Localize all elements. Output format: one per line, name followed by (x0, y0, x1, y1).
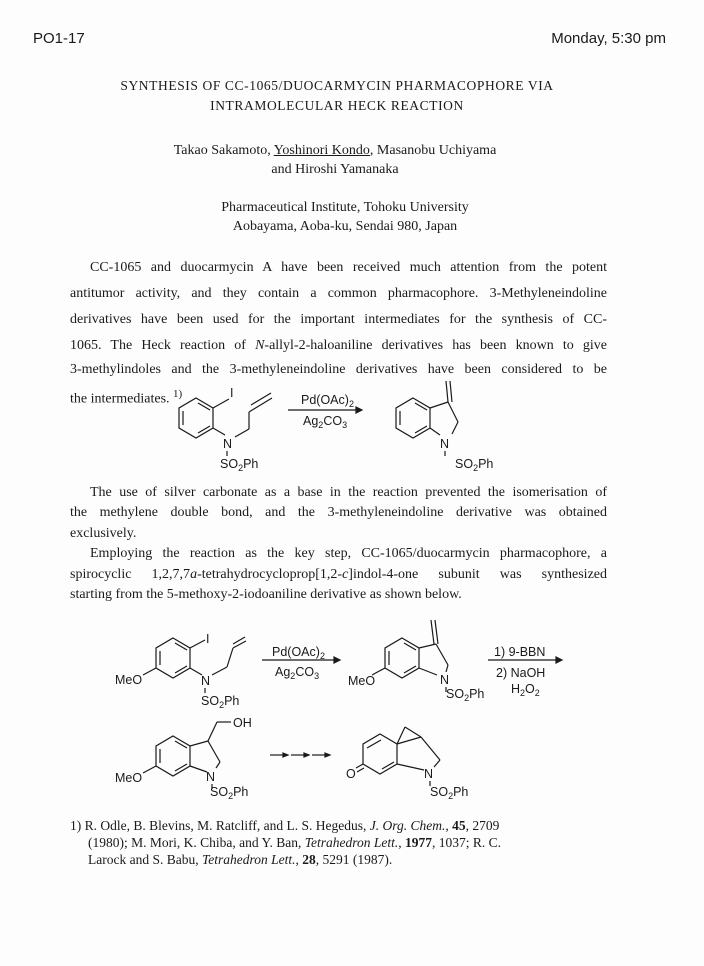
svg-text:N: N (201, 674, 211, 688)
text-segment: Larock and S. Babu, (88, 852, 202, 867)
text-segment: , 5291 (1987). (315, 852, 393, 867)
affiliation-line-1: Pharmaceutical Institute, Tohoku University (221, 200, 469, 215)
text-segment: 45 (452, 818, 466, 833)
author: Takao Sakamoto, (173, 143, 274, 158)
authors-line-2: and Hiroshi Yamanaka (271, 162, 399, 177)
svg-text:Ag2CO3: $Ag_2CO_3$ (303, 414, 348, 430)
svg-text:SO2Ph: $SO_2Ph$ (201, 694, 240, 710)
presenting-author: Yoshinori Kondo (273, 143, 370, 158)
text-segment: spirocyclic 1,2,7,7 (70, 567, 191, 582)
scheme2-arrow-2 (488, 645, 562, 698)
sulfonyl-label: $SO_2Ph$ (220, 457, 259, 473)
text-segment: 1) R. Odle, B. Blevins, M. Ratcliff, and L. S. Hegedus, (70, 818, 370, 833)
scheme1-product (396, 381, 493, 473)
scheme2-multistep-arrow (270, 753, 330, 757)
n-label: N (223, 437, 233, 451)
scheme2-arrow-1 (262, 645, 340, 681)
text-segment: CC-1065 and duocarmycin A have been received much attention from the potent (90, 260, 607, 275)
svg-text:N: N (440, 673, 450, 687)
text-segment: antitumor activity, and they contain a common pharmacophore. 3-Methyleneindoline (70, 286, 607, 301)
text-segment: the methylene double bond, and the 3-methyleneindoline derivative was obtained (70, 505, 607, 520)
svg-text:SO2Ph: $SO_2Ph$ (210, 785, 249, 801)
text-segment: (1980); M. Mori, K. Chiba, and Y. Ban, (88, 835, 305, 850)
text-segment: , (445, 818, 453, 833)
text-segment: 3-methylindoles and the 3-methyleneindoline derivatives have been considered to be (70, 362, 607, 377)
svg-text:Ag2CO3: $Ag_2CO_3$ (275, 665, 320, 681)
svg-text:MeO: MeO (348, 674, 376, 688)
text-segment: 1065. The Heck reaction of (70, 338, 256, 353)
session-time: Monday, 5:30 pm (551, 30, 666, 47)
author: , Masanobu Uchiyama (369, 143, 497, 158)
scheme1-arrow (288, 393, 362, 430)
text-segment: Tetrahedron Lett. (201, 852, 296, 867)
text-segment: the intermediates. (70, 391, 174, 407)
text-segment: -allyl-2-haloaniline derivatives has been known to give (264, 338, 608, 353)
text-segment: starting from the 5-methoxy-2-iodoaniline derivative as shown below. (70, 587, 462, 602)
svg-text:Pd(OAc)2: $Pd(OAc)_2$ (272, 645, 325, 661)
scheme2-reactant (115, 632, 246, 710)
text-segment: derivatives have been used for the important intermediates for the synthesis of CC- (70, 312, 607, 327)
svg-text:1) 9-BBN: 1) 9-BBN (494, 645, 546, 659)
svg-text:N: N (424, 767, 434, 781)
svg-text:MeO: MeO (115, 771, 143, 785)
text-segment: 1977 (405, 835, 433, 850)
text-segment: J. Org. Chem. (369, 818, 446, 833)
svg-text:MeO: MeO (115, 673, 143, 687)
svg-text:OH: OH (233, 716, 252, 730)
text-segment: , 1037; R. C. (432, 835, 502, 850)
text-segment: , (398, 835, 406, 850)
text-segment: Employing the reaction as the key step, CC-1065/duocarmycin pharmacophore, a (90, 546, 607, 561)
svg-text:SO2Ph: $SO_2Ph$ (430, 785, 469, 801)
scheme2-target (346, 727, 468, 801)
text-segment: c (342, 567, 349, 582)
svg-text:Pd(OAc)2: $Pd(OAc)_2$ (301, 393, 354, 409)
svg-text:O: O (346, 767, 356, 781)
iodo-label: I (230, 386, 234, 400)
scheme2-intermediate-1 (348, 620, 484, 703)
text-segment: ]indol-4-one subunit was synthesized (348, 567, 607, 582)
title-line-1: SYNTHESIS OF CC-1065/DUOCARMYCIN PHARMACOPHORE VIA (120, 78, 554, 93)
text-segment: , 2709 (465, 818, 500, 833)
text-segment: a (190, 567, 198, 582)
title-line-2: INTRAMOLECULAR HECK REACTION (210, 98, 464, 113)
text-segment: N (255, 338, 265, 353)
affiliation-line-2: Aobayama, Aoba-ku, Sendai 980, Japan (232, 219, 458, 234)
svg-text:2) NaOH: 2) NaOH (496, 666, 546, 680)
text-segment: , (295, 852, 303, 867)
text-segment: Tetrahedron Lett. (304, 835, 399, 850)
svg-text:SO2Ph: $SO_2Ph$ (455, 457, 494, 473)
text-segment: -tetrahydrocycloprop[1,2- (197, 567, 343, 582)
svg-text:I: I (206, 632, 210, 646)
text-segment: The use of silver carbonate as a base in the reaction prevented the isomerisation of (90, 485, 607, 500)
text-segment: exclusively. (70, 526, 137, 541)
svg-text:N: N (440, 437, 450, 451)
svg-text:SO2Ph: $SO_2Ph$ (446, 687, 485, 703)
text-segment: 28 (302, 852, 316, 867)
svg-text:N: N (206, 770, 216, 784)
scheme2-intermediate-2 (115, 716, 252, 801)
abstract-code: PO1-17 (33, 30, 85, 47)
scheme1-reactant (179, 386, 272, 473)
svg-text:H2O2: $H_2O_2$ (511, 682, 540, 698)
text-segment: 1) (173, 388, 183, 400)
